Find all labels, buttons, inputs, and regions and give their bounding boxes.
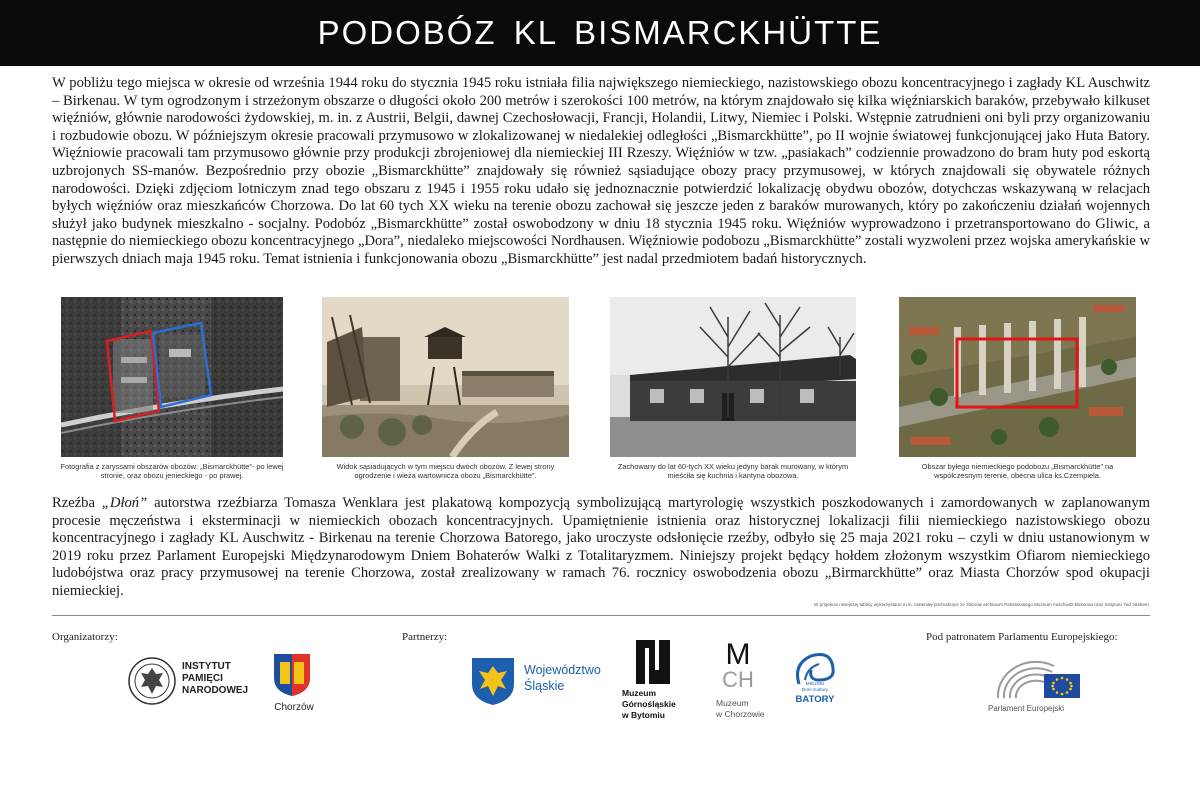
chorzow-name: Chorzów xyxy=(274,702,314,713)
museum-chorzow-logo xyxy=(716,640,776,730)
title-bar xyxy=(0,0,1200,66)
footer-divider xyxy=(52,615,1150,616)
aerial-photo-1945 xyxy=(61,297,283,457)
watchtower-photo xyxy=(322,297,569,457)
museum-chorzow-letters-bottom: CH xyxy=(722,667,754,692)
silesia-line2: Śląskie xyxy=(524,679,565,693)
photo-caption-1: Fotografia z zaryssami obszarów obozów: „Bismarckhütte”- po lewej stronie, oraz obozu jenieckiego - po prawej. xyxy=(60,462,284,481)
silesian-eagle-icon xyxy=(470,656,516,706)
sculpture-lead: Rzeźba xyxy=(52,495,102,511)
museum-bytom-icon xyxy=(636,640,670,684)
source-note: W projekcie niniejszej tablicy wykorzystano m.in. materiały pochodzące ze zbiorów archiwum Państwowego Muzeum Auschwitz-Birkenau oraz Instytutu Yad Vashem. xyxy=(814,602,1150,607)
museum-chorzow-line2: w Chorzowie xyxy=(716,709,765,719)
photo-caption-3: Zachowany do lat 60-tych XX wieku jedyny barak murowany, w którym mieściła się kuchnia i kantyna obozowa. xyxy=(617,462,849,481)
barrack-photo xyxy=(610,297,856,457)
museum-chorzow-line1: Muzeum xyxy=(716,698,749,708)
ipn-logo xyxy=(127,656,257,706)
sculpture-title: „Dłoń” xyxy=(101,495,148,511)
ipn-line1: INSTYTUT xyxy=(182,661,231,672)
organizers-label: Organizatorzy: xyxy=(52,631,118,643)
photo-caption-4: Obszar byłego niemieckiego podobozu „Bismarckhütte” na współczesnym terenie, obecna ulica ks.Czempiela. xyxy=(921,462,1114,481)
eagle-seal-icon xyxy=(127,656,177,706)
batory-small1: MIEJSKI xyxy=(805,682,825,687)
silesia-line1: Województwo xyxy=(524,663,601,677)
chorzow-logo xyxy=(264,652,324,718)
modern-aerial-photo xyxy=(899,297,1136,457)
museum-bytom-line1: Muzeum xyxy=(622,688,656,698)
photo-caption-2: Widok sąsiadujących w tym miejscu dwóch obozów. Z lewej strony ogrodzenie i wieża wartownicza obozu „Bismarckhütte”. xyxy=(336,462,555,481)
ipn-line3: NARODOWEJ xyxy=(182,685,249,696)
chorzow-coat-of-arms-icon xyxy=(270,652,314,696)
museum-bytom-line3: w Bytomiu xyxy=(622,710,665,720)
ep-name: Parlament Europejski xyxy=(988,704,1065,713)
sculpture-paragraph xyxy=(52,495,1150,601)
museum-bytom-line2: Górnośląskie xyxy=(622,699,676,709)
intro-paragraph: W pobliżu tego miejsca w okresie od września 1944 roku do stycznia 1945 roku istniała filia największego niemieckiego, nazistowskiego obozu koncentracyjnego i zagłady KL Auschwitz – Birkenau. W tym ogrodzonym i strzeżonym obszarze o długości około 200 metrów i szerokości 100 metrów, na którym znajdowało się kilka więźniarskich baraków, przebywało kilkuset więźniów, głównie narodowości żydowskiej, m. in. z Austrii, Belgii, dawnej Czechosłowacji, Francji, Holandii, Litwy, Niemiec i Polski. Wstępnie zatrudnieni oni byli przy organizowaniu i rozbudowie obozu. W późniejszym okresie pracowali przymusowo w zlokalizowanej w niedalekiej odległości „Bismarckhütte”, po II wojnie światowej funkcjonującej jako Huta Batory. Więźniowie pracowali tam przymusowo głównie przy produkcji zbrojeniowej dla niemieckiej III Rzeszy. Więźniów w tzw. „pasiakach” codziennie prowadzono do bram huty pod eskortą uzbrojonych SS-manów. Bezpośrednio przy obozie „Bismarckhütte” znajdowały się również sąsiadujące obozy pracy przymusowej, w których znajdowali się obywatele różnych narodowości. Dzięki zdjęciom lotniczym znad tego obszaru z 1945 i 1955 roku udało się jednoznacznie potwierdzić lokalizację obydwu obozów, dotychczas wskazywaną w relacjach byłych więźniów oraz mieszkańców Chorzowa. Do lat 60 tych XX wieku na terenie obozu zachował się jeszcze jeden z baraków murowanych, który po zakończeniu działań wojennych służył jako budynek mieszkalno - socjalny. Podobóz „Bismarckhütte” został oswobodzony w dniu 18 stycznia 1945 roku. Więźniów wyprowadzono i przetransportowano do Gliwic, a następnie do niemieckiego obozu koncentracyjnego „Dora”, niedaleko miejscowości Nordhausen. Więźniowie podobozu „Bismarckhütte” zostali wyzwoleni przez wojska amerykańskie w pierwszych dniach maja 1945 roku. Temat istnienia i funkcjonowania obozu „Bismarckhütte” jest nadal przedmiotem badań historycznych. xyxy=(52,75,1150,267)
patronage-label: Pod patronatem Parlamentu Europejskiego: xyxy=(926,631,1118,643)
page-title: PODOBÓZ KL BISMARCKHÜTTE xyxy=(317,14,883,51)
museum-chorzow-letters-top: M xyxy=(725,638,751,671)
european-parliament-logo xyxy=(988,658,1088,716)
batory-small2: Dom Kultury xyxy=(801,687,829,693)
ipn-line2: PAMIĘCI xyxy=(182,673,223,684)
batory-name: BATORY xyxy=(795,694,835,705)
sculpture-text: autorstwa rzeźbiarza Tomasza Wenklara jest plakatową kompozycją symbolizującą martyrologię wszystkich poszkodowanych i zamordowanych w zaplanowanym procesie męczeństwa i eksterminacji w niemieckich obozach koncentracyjnych. Upamiętnienie istnienia oraz historycznej lokalizacji filii niemieckiego nazistowskiego obozu koncentracyjnego i zagłady KL Auschwitz - Birkenau na terenie Chorzowa Batorego, jako uroczyste odsłonięcie rzeźby, odbyło się 25 maja 2021 roku – czyli w dniu ustanowionym w 2019 roku przez Parlament Europejski Międzynarodowym Dniem Bohaterów Walki z Totalitaryzmem. Niniejszy projekt będący hołdem złożonym wszystkim Ofiarom niemieckiego ludobójstwa oraz pracy przymusowej na terenie Chorzowa, został zrealizowany w ramach 76. rocznicy oswobodzenia obozu „Birmarckhütte” oraz Miasta Chorzów spod okupacji niemieckiej. xyxy=(52,495,1150,599)
museum-bytom-logo xyxy=(622,640,702,730)
partners-label: Partnerzy: xyxy=(402,631,448,643)
silesia-logo xyxy=(470,656,615,706)
batory-logo xyxy=(790,650,840,716)
eu-parliament-icon xyxy=(992,658,1082,702)
